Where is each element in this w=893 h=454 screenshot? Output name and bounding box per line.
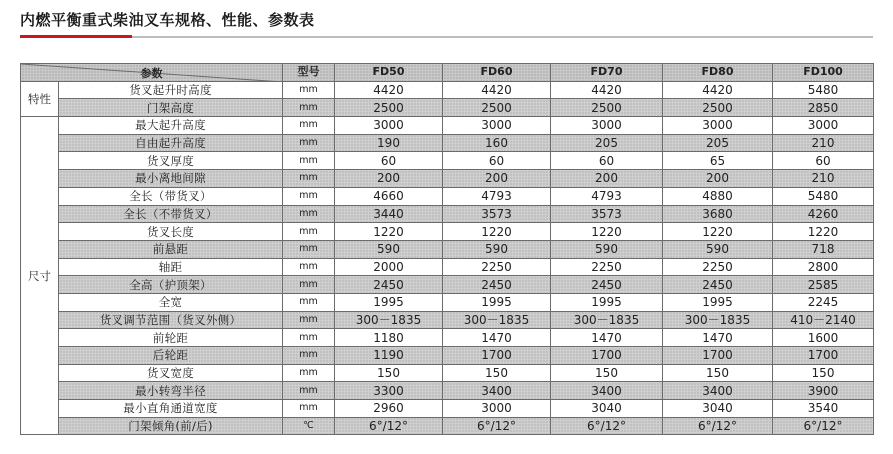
value-cell: 590 (335, 240, 443, 258)
value-cell: 3400 (551, 382, 663, 400)
value-cell: 4880 (663, 187, 773, 205)
table-row (21, 276, 874, 294)
row-label: 全宽 (59, 293, 283, 311)
table-row (21, 400, 874, 418)
value-cell: 590 (663, 240, 773, 258)
value-cell: 2500 (443, 99, 551, 117)
row-unit: mm (283, 240, 335, 258)
group-label: 特性 (21, 81, 59, 116)
value-cell: 5480 (773, 187, 874, 205)
value-cell: 205 (551, 134, 663, 152)
table-row (21, 364, 874, 382)
table-row (21, 134, 874, 152)
value-cell: 4260 (773, 205, 874, 223)
value-cell: 6°/12° (773, 417, 874, 435)
value-cell: 3000 (663, 117, 773, 135)
value-cell: 1470 (663, 329, 773, 347)
row-unit: mm (283, 329, 335, 347)
row-unit: mm (283, 400, 335, 418)
row-label: 最小转弯半径 (59, 382, 283, 400)
value-cell: 6°/12° (335, 417, 443, 435)
value-cell: 6°/12° (663, 417, 773, 435)
value-cell: 1995 (335, 293, 443, 311)
value-cell: 3440 (335, 205, 443, 223)
value-cell: 3300 (335, 382, 443, 400)
row-label: 全长（带货叉） (59, 187, 283, 205)
value-cell: 410－2140 (773, 311, 874, 329)
value-cell: 3900 (773, 382, 874, 400)
value-cell: 2850 (773, 99, 874, 117)
row-label: 最大起升高度 (59, 117, 283, 135)
value-cell: 210 (773, 170, 874, 188)
value-cell: 60 (773, 152, 874, 170)
value-cell: 3000 (335, 117, 443, 135)
model-col-4: FD100 (773, 64, 874, 82)
table-row (21, 311, 874, 329)
row-unit: mm (283, 99, 335, 117)
param-header: 参数 (140, 67, 163, 81)
table-row (21, 81, 874, 99)
row-label: 后轮距 (59, 347, 283, 365)
value-cell: 1700 (663, 347, 773, 365)
row-unit: mm (283, 382, 335, 400)
value-cell: 1220 (773, 223, 874, 241)
table-row (21, 258, 874, 276)
table-row (21, 417, 874, 435)
value-cell: 1220 (335, 223, 443, 241)
value-cell: 160 (443, 134, 551, 152)
value-cell: 210 (773, 134, 874, 152)
table-row (21, 205, 874, 223)
value-cell: 60 (551, 152, 663, 170)
row-label: 自由起升高度 (59, 134, 283, 152)
value-cell: 4420 (335, 81, 443, 99)
row-unit: mm (283, 223, 335, 241)
table-row (21, 152, 874, 170)
value-cell: 4420 (551, 81, 663, 99)
value-cell: 3400 (663, 382, 773, 400)
row-unit: mm (283, 81, 335, 99)
spec-table-body (21, 64, 874, 435)
row-label: 最小离地间隙 (59, 170, 283, 188)
value-cell: 1220 (663, 223, 773, 241)
value-cell: 150 (773, 364, 874, 382)
value-cell: 1700 (551, 347, 663, 365)
row-label: 货叉起升时高度 (59, 81, 283, 99)
model-col-2: FD70 (551, 64, 663, 82)
value-cell: 2960 (335, 400, 443, 418)
value-cell: 3573 (443, 205, 551, 223)
value-cell: 4420 (663, 81, 773, 99)
value-cell: 2450 (663, 276, 773, 294)
value-cell: 1600 (773, 329, 874, 347)
table-row (21, 187, 874, 205)
value-cell: 590 (551, 240, 663, 258)
value-cell: 65 (663, 152, 773, 170)
value-cell: 1470 (443, 329, 551, 347)
value-cell: 1700 (443, 347, 551, 365)
value-cell: 3040 (663, 400, 773, 418)
value-cell: 2250 (663, 258, 773, 276)
value-cell: 2245 (773, 293, 874, 311)
value-cell: 718 (773, 240, 874, 258)
value-cell: 3680 (663, 205, 773, 223)
table-row (21, 117, 874, 135)
value-cell: 300－1835 (335, 311, 443, 329)
value-cell: 150 (663, 364, 773, 382)
row-label: 最小直角通道宽度 (59, 400, 283, 418)
value-cell: 1220 (551, 223, 663, 241)
value-cell: 1190 (335, 347, 443, 365)
value-cell: 2250 (443, 258, 551, 276)
value-cell: 2450 (443, 276, 551, 294)
title-accent-bar (20, 35, 132, 38)
value-cell: 1995 (551, 293, 663, 311)
value-cell: 1470 (551, 329, 663, 347)
row-unit: ℃ (283, 417, 335, 435)
row-unit: mm (283, 187, 335, 205)
row-unit: mm (283, 170, 335, 188)
table-row (21, 347, 874, 365)
value-cell: 4793 (551, 187, 663, 205)
row-label: 全长（不带货叉） (59, 205, 283, 223)
value-cell: 1180 (335, 329, 443, 347)
value-cell: 2585 (773, 276, 874, 294)
table-row (21, 99, 874, 117)
value-cell: 150 (443, 364, 551, 382)
row-label: 门架倾角(前/后) (59, 417, 283, 435)
value-cell: 1220 (443, 223, 551, 241)
value-cell: 2000 (335, 258, 443, 276)
value-cell: 200 (551, 170, 663, 188)
header-row (21, 64, 874, 82)
value-cell: 200 (335, 170, 443, 188)
value-cell: 6°/12° (551, 417, 663, 435)
table-row (21, 329, 874, 347)
row-unit: mm (283, 205, 335, 223)
value-cell: 190 (335, 134, 443, 152)
value-cell: 60 (335, 152, 443, 170)
row-unit: mm (283, 117, 335, 135)
row-unit: mm (283, 276, 335, 294)
value-cell: 2250 (551, 258, 663, 276)
table-row (21, 170, 874, 188)
row-unit: mm (283, 311, 335, 329)
row-unit: mm (283, 258, 335, 276)
model-col-3: FD80 (663, 64, 773, 82)
row-label: 全高（护顶架） (59, 276, 283, 294)
row-label: 货叉宽度 (59, 364, 283, 382)
model-col-0: FD50 (335, 64, 443, 82)
table-row (21, 240, 874, 258)
value-cell: 2450 (551, 276, 663, 294)
value-cell: 590 (443, 240, 551, 258)
table-row (21, 223, 874, 241)
row-unit: mm (283, 134, 335, 152)
title-divider (20, 36, 873, 38)
value-cell: 2500 (551, 99, 663, 117)
value-cell: 4793 (443, 187, 551, 205)
value-cell: 1995 (663, 293, 773, 311)
value-cell: 2450 (335, 276, 443, 294)
row-label: 货叉厚度 (59, 152, 283, 170)
value-cell: 2800 (773, 258, 874, 276)
value-cell: 3400 (443, 382, 551, 400)
value-cell: 150 (335, 364, 443, 382)
value-cell: 150 (551, 364, 663, 382)
row-unit: mm (283, 347, 335, 365)
value-cell: 5480 (773, 81, 874, 99)
spec-table (20, 63, 874, 435)
row-label: 轴距 (59, 258, 283, 276)
model-header: 型号 (283, 64, 335, 82)
table-row (21, 382, 874, 400)
model-col-1: FD60 (443, 64, 551, 82)
row-label: 前轮距 (59, 329, 283, 347)
row-unit: mm (283, 364, 335, 382)
value-cell: 300－1835 (551, 311, 663, 329)
row-unit: mm (283, 152, 335, 170)
value-cell: 300－1835 (443, 311, 551, 329)
value-cell: 300－1835 (663, 311, 773, 329)
value-cell: 3000 (551, 117, 663, 135)
value-cell: 3573 (551, 205, 663, 223)
row-label: 前悬距 (59, 240, 283, 258)
value-cell: 205 (663, 134, 773, 152)
value-cell: 1995 (443, 293, 551, 311)
value-cell: 4660 (335, 187, 443, 205)
value-cell: 3000 (443, 117, 551, 135)
value-cell: 3000 (443, 400, 551, 418)
table-row (21, 293, 874, 311)
value-cell: 6°/12° (443, 417, 551, 435)
value-cell: 3040 (551, 400, 663, 418)
value-cell: 4420 (443, 81, 551, 99)
value-cell: 1700 (773, 347, 874, 365)
value-cell: 2500 (335, 99, 443, 117)
value-cell: 3000 (773, 117, 874, 135)
row-unit: mm (283, 293, 335, 311)
value-cell: 2500 (663, 99, 773, 117)
row-label: 门架高度 (59, 99, 283, 117)
value-cell: 200 (443, 170, 551, 188)
row-label: 货叉长度 (59, 223, 283, 241)
value-cell: 60 (443, 152, 551, 170)
group-label: 尺寸 (21, 117, 59, 435)
value-cell: 3540 (773, 400, 874, 418)
param-corner-cell (21, 64, 283, 82)
value-cell: 200 (663, 170, 773, 188)
row-label: 货叉调节范围（货叉外侧） (59, 311, 283, 329)
page-title: 内燃平衡重式柴油叉车规格、性能、参数表 (20, 11, 315, 29)
